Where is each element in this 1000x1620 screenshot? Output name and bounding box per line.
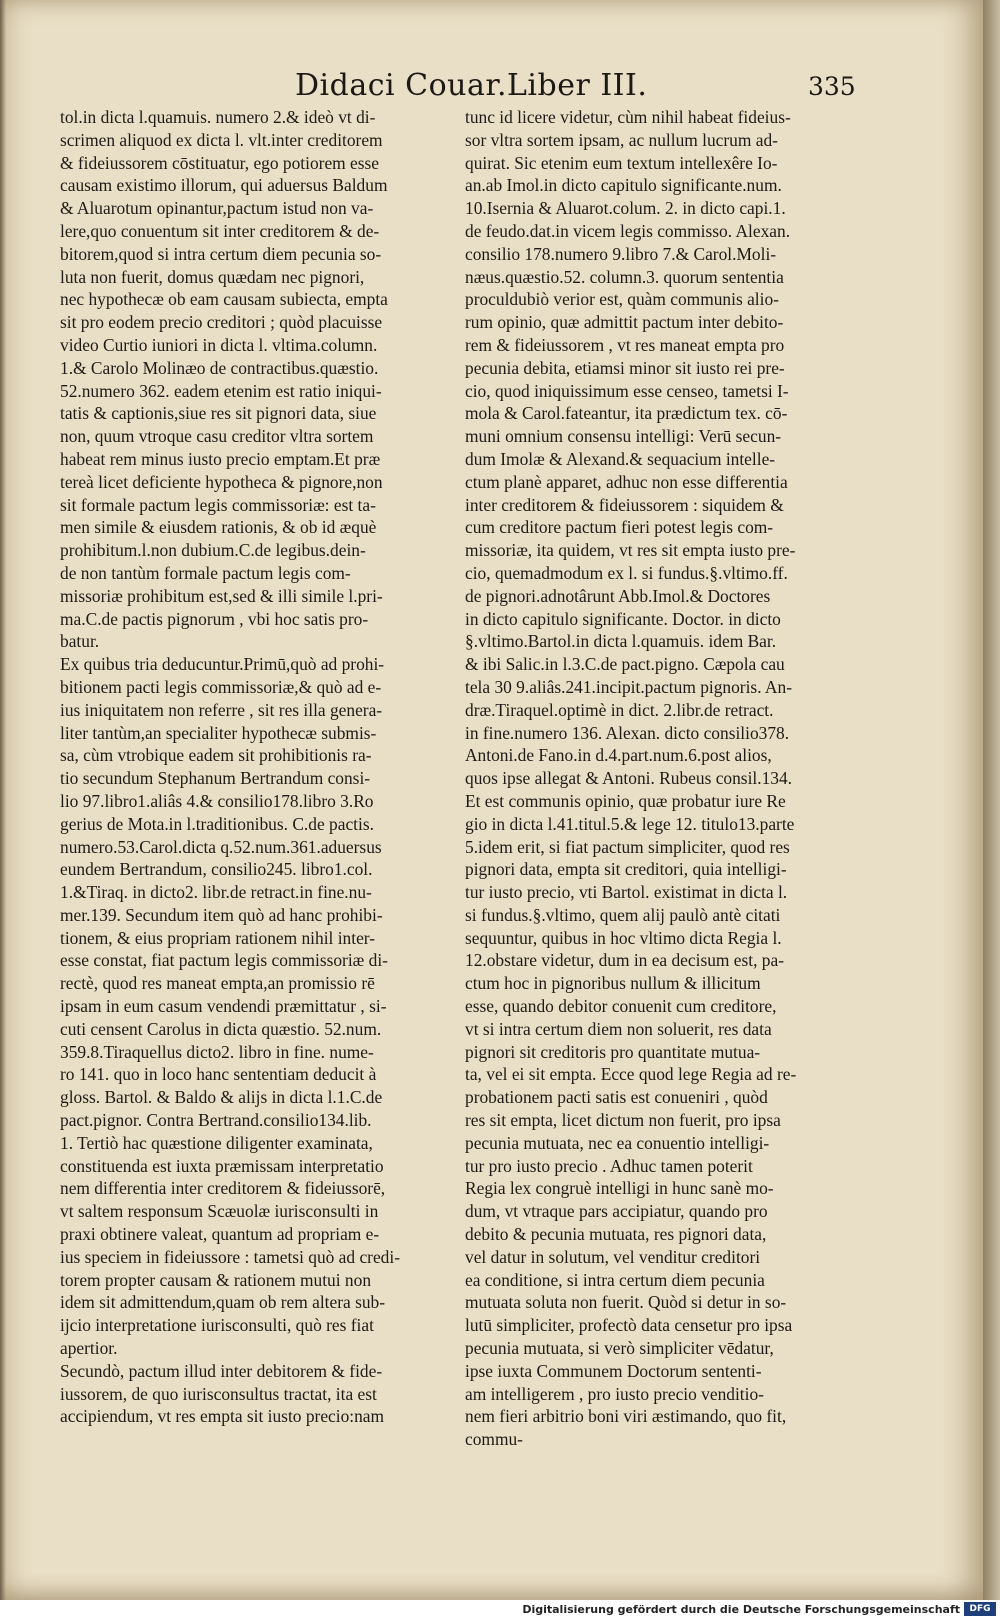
page-number: 335 [808,72,856,101]
text-line: luta non fuerit, domus quædam nec pignori, [60,266,365,287]
text-line: 52.numero 362. eadem etenim est ratio iniqui- [60,380,382,401]
text-line: dræ.Tiraquel.optimè in dict. 2.libr.de retract. [465,699,774,720]
text-line: lere,quo conuentum sit inter creditorem & de- [60,220,380,241]
text-line: tatis & captionis,siue res sit pignori data, siue [60,403,377,424]
text-line: quirat. Sic etenim eum textum intellexêre Io- [465,152,778,173]
text-line: commu- [465,1429,523,1450]
text-line: nec hypothecæ ob eam causam subiecta, empta [60,289,388,310]
left-text-column [60,106,445,1428]
text-line: tur pro iusto precio . Adhuc tamen poterit [465,1155,753,1176]
page-edge [983,0,1000,1600]
text-line: tereà licet deficiente hypotheca & pignore,non [60,471,383,492]
text-line: pignori data, empta sit creditori, quia intelligi- [465,859,787,880]
text-line: esse constat, fiat pactum legis commissoriæ di- [60,950,388,971]
dfg-logo: DFG [964,1602,996,1616]
text-line: sit pro eodem precio creditori ; quòd placuisse [60,312,383,333]
text-line: ipsam in eum casum vendendi præmittatur , si- [60,996,387,1017]
text-line: pecunia mutuata, si verò simpliciter vēdatur, [465,1338,774,1359]
text-line: ta, vel ei sit empta. Ecce quod lege Regia ad re- [465,1064,797,1085]
text-line: dum Imolæ & Alexand.& sequacium intelle- [465,448,776,469]
text-line: an.ab Imol.in dicto capitulo significante.num. [465,175,782,196]
text-line: bitionem pacti legis commissoriæ,& quò ad e- [60,676,382,697]
text-line: men simile & eiusdem rationis, & ob id æquè [60,517,377,538]
text-line: næus.quæstio.52. column.3. quorum sententia [465,266,784,287]
text-line: gloss. Bartol. & Baldo & alijs in dicta l.1.C.de [60,1087,383,1108]
text-line: gio in dicta l.41.titul.5.& lege 12. titulo13.parte [465,813,795,834]
text-line: nem fieri arbitrio boni viri æstimando, quo fit, [465,1406,787,1427]
text-line: si fundus.§.vltimo, quem alij paulò antè citati [465,904,781,925]
text-line: ma.C.de pactis pignorum , vbi hoc satis pro- [60,608,369,629]
text-line: pecunia debita, etiamsi minor sit iusto rei pre- [465,357,785,378]
text-line: pignori sit creditoris pro quantitate mutua- [465,1041,761,1062]
text-line: ctum planè apparet, adhuc non esse differentia [465,471,788,492]
text-line: proculdubiò verior est, quàm communis alio- [465,289,779,310]
text-line: bitorem,quod si intra certum diem pecunia so- [60,243,382,264]
text-line: ijcio interpretatione iurisconsulti, quò res fiat [60,1315,374,1336]
text-line: esse, quando debitor conuenit cum creditore, [465,996,777,1017]
text-line: Secundò, pactum illud inter debitorem & fide- [60,1360,383,1381]
text-line: & fideiussorem cōstituatur, ego potiorem esse [60,152,380,173]
text-line: rum opinio, quæ admittit pactum inter debito- [465,312,784,333]
text-line: inter creditorem & fideiussorem : siquidem & [465,494,784,515]
text-line: lutū simpliciter, profectò data censetur pro ipsa [465,1315,793,1336]
text-line: 5.idem erit, si fiat pactum simpliciter, quod res [465,836,790,857]
text-line: 12.obstare videtur, dum in ea decisum est, pa- [465,950,785,971]
footer-bar [0,1600,1000,1620]
text-line: apertior. [60,1338,118,1359]
text-line: sa, cùm vtrobique eadem sit prohibitionis ra- [60,745,372,766]
text-line: consilio 178.numero 9.libro 7.& Carol.Moli- [465,243,777,264]
text-line: rectè, quod res maneat empta,an promissio rē [60,973,375,994]
text-line: in fine.numero 136. Alexan. dicto consilio378. [465,722,790,743]
text-line: tela 30 9.aliâs.241.incipit.pactum pignoris. An- [465,676,792,697]
text-line: tionem, & eius propriam rationem nihil inter- [60,927,376,948]
text-line: 1. Tertiò hac quæstione diligenter examinata, [60,1132,373,1153]
text-line: Et est communis opinio, quæ probatur iure Re [465,790,786,811]
text-line: cuti censent Carolus in dicta quæstio. 52.num. [60,1018,382,1039]
text-line: Ex quibus tria deducuntur.Primū,quò ad prohi- [60,654,385,675]
text-line: iussorem, de quo iurisconsultus tractat, ita est [60,1383,377,1404]
text-line: vt saltem responsum Scæuolæ iurisconsulti in [60,1201,379,1222]
text-line: Regia lex congruè intelligi in hunc sanè mo- [465,1178,774,1199]
text-line: & ibi Salic.in l.3.C.de pact.pigno. Cæpola cau [465,654,785,675]
text-line: mola & Carol.fateantur, ita prædictum tex. cō- [465,403,788,424]
text-line: debito & pecunia mutuata, res pignori data, [465,1224,767,1245]
text-line: tol.in dicta l.quamuis. numero 2.& ideò vt di- [60,107,376,127]
text-line: Antoni.de Fano.in d.4.part.num.6.post alios, [465,745,772,766]
text-line: mer.139. Secundum item quò ad hanc prohibi- [60,904,383,925]
text-line: habeat rem minus iusto precio emptam.Et præ [60,448,381,469]
text-line: dum, vt vtraque pars accipiatur, quando pro [465,1201,768,1222]
text-line: sequuntur, quibus in hoc vltimo dicta Regia l. [465,927,782,948]
text-line: vt si intra certum diem non soluerit, res data [465,1018,772,1039]
text-line: idem sit admittendum,quam ob rem altera sub- [60,1292,386,1313]
text-line: ea conditione, si intra certum diem pecunia [465,1269,765,1290]
text-line: tunc id licere videtur, cùm nihil habeat fideius- [465,107,791,127]
text-line: quos ipse allegat & Antoni. Rubeus consil.134. [465,768,793,789]
text-line: vel datur in solutum, vel venditur creditori [465,1246,761,1267]
text-line: constituenda est iuxta præmissam interpretatio [60,1155,384,1176]
text-line: praxi obtinere valeat, quantum ad propriam e- [60,1224,380,1245]
text-line: gerius de Mota.in l.traditionibus. C.de pactis. [60,813,374,834]
text-line: 10.Isernia & Aluarot.colum. 2. in dicto capi.1. [465,198,786,219]
text-line: sit formale pactum legis commissoriæ: est ta- [60,494,376,515]
text-line: ro 141. quo in loco hanc sententiam deducit à [60,1064,377,1085]
funding-credit: Digitalisierung gefördert durch die Deutsche Forschungsgemeinschaft [522,1603,960,1616]
text-line: ius speciem in fideiussore : tametsi quò ad credi- [60,1246,400,1267]
text-line: pecunia mutuata, nec ea conuentio intelligi- [465,1132,770,1153]
text-line: §.vltimo.Bartol.in dicta l.quamuis. idem Bar. [465,631,777,652]
text-line: ctum hoc in pignoribus nullum & illicitum [465,973,761,994]
text-line: missoriæ prohibitum est,sed & illi simile l.pri- [60,585,383,606]
text-line: rem & fideiussorem , vt res maneat empta pro [465,334,785,355]
text-line: lio 97.libro1.aliâs 4.& consilio178.libro 3.Ro [60,790,374,811]
text-line: non, quum vtroque casu creditor vltra sortem [60,426,374,447]
text-line: de non tantùm formale pactum legis com- [60,562,351,583]
running-title: Didaci Couar.Liber III. [295,68,648,103]
page-header [0,68,983,106]
text-line: accipiendum, vt res empta sit iusto precio:nam [60,1406,385,1427]
text-line: cum creditore pactum fieri potest legis com- [465,517,774,538]
text-line: causam existimo illorum, qui aduersus Baldum [60,175,388,196]
text-line: scrimen aliquod ex dicta l. vlt.inter creditorem [60,129,383,150]
text-line: tur iusto precio, vti Bartol. existimat in dicta l. [465,882,788,903]
text-line: am intelligerem , pro iusto precio venditio- [465,1383,764,1404]
text-line: 1.& Carolo Molinæo de contractibus.quæstio. [60,357,379,378]
text-line: torem propter causam & rationem mutui non [60,1269,372,1290]
text-line: tio secundum Stephanum Bertrandum consi- [60,768,371,789]
text-line: muni omnium consensu intelligi: Verū secun- [465,426,782,447]
text-line: in dicto capitulo significante. Doctor. in dicto [465,608,781,629]
text-line: prohibitum.l.non dubium.C.de legibus.dein- [60,540,366,561]
text-line: res sit empta, licet dictum non fuerit, pro ipsa [465,1110,781,1131]
text-line: liter tantùm,an specialiter hypothecæ submis- [60,722,377,743]
text-line: cio, quod iniquissimum esse censeo, tametsi I- [465,380,789,401]
text-line: video Curtio iuniori in dicta l. vltima.column. [60,334,378,355]
text-line: eundem Bertrandum, consilio245. libro1.col. [60,859,373,880]
right-text-column [465,106,860,1451]
text-line: cio, quemadmodum ex l. si fundus.§.vltimo.ff. [465,562,788,583]
text-line: & Aluarotum opinantur,pactum istud non va- [60,198,374,219]
text-line: numero.53.Carol.dicta q.52.num.361.aduersus [60,836,382,857]
text-line: sor vltra sortem ipsam, ac nullum lucrum ad- [465,129,778,150]
text-line: batur. [60,631,100,652]
text-line: 359.8.Tiraquellus dicto2. libro in fine. nume- [60,1041,374,1062]
text-line: ius iniquitatem non referre , sit res illa genera- [60,699,383,720]
text-line: nem differentia inter creditorem & fideiussorē, [60,1178,386,1199]
text-line: mutuata soluta non fuerit. Quòd si detur in so- [465,1292,787,1313]
text-line: ipse iuxta Communem Doctorum sententi- [465,1360,762,1381]
text-line: de pignori.adnotârunt Abb.Imol.& Doctores [465,585,771,606]
text-line: de feudo.dat.in vicem legis commisso. Alexan. [465,220,791,241]
text-line: pact.pignor. Contra Bertrand.consilio134.lib. [60,1110,372,1131]
text-line: missoriæ, ita quidem, vt res sit empta iusto pre- [465,540,796,561]
page-gutter-shadow [0,0,6,1600]
text-line: probationem pacti satis est conueniri , quòd [465,1087,768,1108]
text-line: 1.&Tiraq. in dicto2. libr.de retract.in fine.nu- [60,882,372,903]
